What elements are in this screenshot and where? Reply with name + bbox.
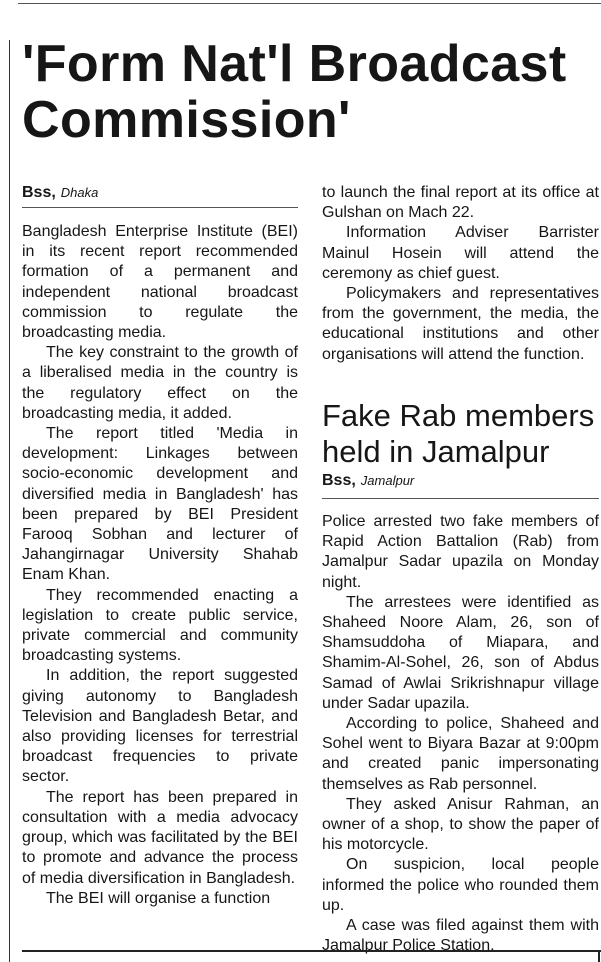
- main-headline: 'Form Nat'l Broadcast Commission': [22, 35, 567, 149]
- second-byline: [322, 472, 414, 490]
- main-paragraph: to launch the final report at its office at Gulshan on Mach 22.: [322, 184, 599, 222]
- second-paragraph: According to police, Shaheed and Sohel went to Biyara Bazar at 9:00pm and created panic impersonating themselves as Rab personnel.: [322, 715, 599, 793]
- main-paragraph: Bangladesh Enterprise Institute (BEI) in its recent report recommended formation of a permanent and independent national broadcast commission to regulate the broadcasting media.: [22, 223, 298, 342]
- main-paragraph: In addition, the report suggested giving autonomy to Bangladesh Television and Bangladesh Betar, and also providing licenses for terrestrial broadcast frequencies to private sector.: [22, 667, 298, 786]
- main-paragraph: Information Adviser Barrister Mainul Hosein will attend the ceremony as chief guest.: [322, 224, 599, 282]
- second-byline-agency: Bss,: [322, 472, 356, 489]
- main-paragraph: The report titled 'Media in development: Linkages between socio-economic development and diversified media in Bangladesh' has been prepared by BEI President Farooq Sobhan and lecturer of Jahangirnagar University Shahab Enam Khan.: [22, 425, 298, 584]
- main-paragraph: The BEI will organise a function: [46, 889, 271, 907]
- bottom-right-rule: [598, 950, 600, 962]
- second-headline: Fake Rab members held in Jamalpur: [322, 398, 595, 469]
- top-rule: [18, 3, 601, 4]
- second-byline-place: Jamalpur: [360, 473, 415, 488]
- main-byline-place: Dhaka: [60, 185, 99, 200]
- second-paragraph: A case was filed against them with Jamalpur Police Station.: [322, 917, 599, 955]
- main-story-column-2: [322, 183, 599, 365]
- main-paragraph: They recommended enacting a legislation to create public service, private commercial and community broadcasting systems.: [22, 586, 298, 665]
- main-paragraph: The key constraint to the growth of a liberalised media in the country is the regulatory effect on the broadcasting media, it added.: [22, 344, 298, 422]
- main-byline-agency: Bss,: [22, 184, 56, 201]
- left-column-rule: [9, 40, 10, 962]
- second-paragraph: Police arrested two fake members of Rapid Action Battalion (Rab) from Jamalpur Sadar upazila on Monday night.: [322, 513, 599, 591]
- second-paragraph: The arrestees were identified as Shaheed Noore Alam, 26, son of Shamsuddoha of Miapara, and Shamim-Al-Sohel, 26, son of Abdus Samad of Awlai Srikrishnapur village under Sadar upazila.: [322, 593, 599, 712]
- bottom-rule: [22, 950, 601, 952]
- second-paragraph: On suspicion, local people informed the police who rounded them up.: [322, 856, 599, 914]
- main-story-column-1: [22, 222, 298, 909]
- main-paragraph: The report has been prepared in consultation with a media advocacy group, which was facilitated by the BEI to promote and advance the process of media diversification in Bangladesh.: [22, 788, 298, 887]
- main-byline-rule: [22, 207, 298, 208]
- second-byline-rule: [322, 498, 599, 499]
- second-paragraph: They asked Anisur Rahman, an owner of a shop, to show the paper of his motorcycle.: [322, 795, 599, 854]
- main-paragraph: Policymakers and representatives from the government, the media, the educational institutions and other organisations will attend the function.: [322, 285, 599, 363]
- main-byline: [22, 184, 98, 202]
- second-story-column: [322, 512, 599, 956]
